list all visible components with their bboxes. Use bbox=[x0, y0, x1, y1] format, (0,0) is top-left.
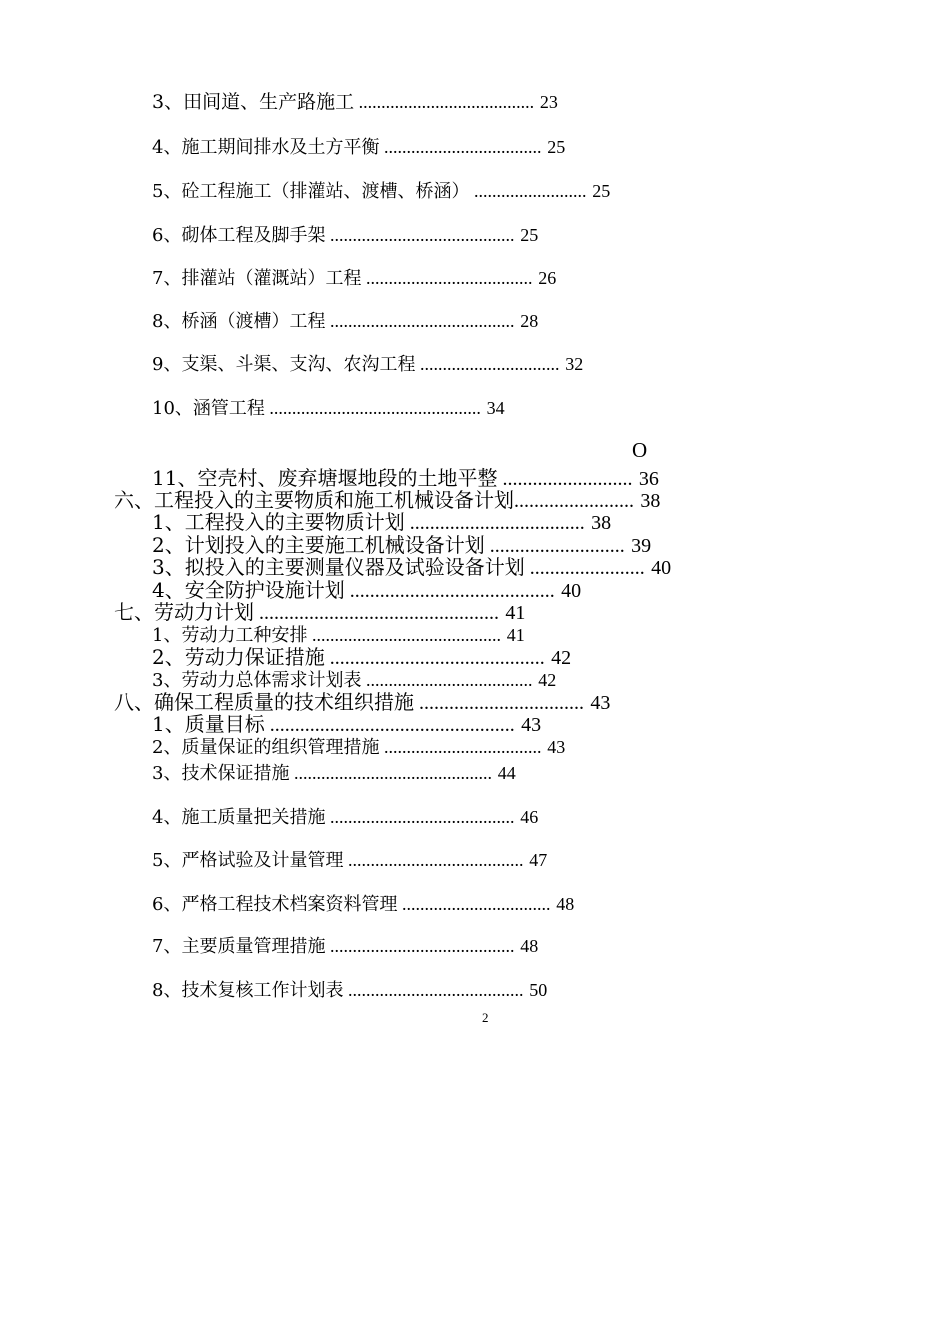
toc-entry: 3、拟投入的主要测量仪器及试验设备计划 ....................... 40 bbox=[152, 555, 672, 579]
toc-chapter: 六、工程投入的主要物质和施工机械设备计划........................ 38 bbox=[114, 488, 661, 512]
toc-entry: 2、质量保证的组织管理措施 ................................... 43 bbox=[152, 737, 566, 758]
toc-entry: 1、工程投入的主要物质计划 ................................... 38 bbox=[152, 510, 612, 534]
toc-entry: 8、桥涵（渡槽）工程 ......................................... 28 bbox=[152, 311, 539, 332]
toc-chapter: 八、确保工程质量的技术组织措施 ................................. 43 bbox=[114, 690, 611, 714]
toc-entry: 8、技术复核工作计划表 ....................................... 50 bbox=[152, 980, 548, 1001]
toc-entry: 1、质量目标 ................................................. 43 bbox=[152, 712, 542, 736]
toc-entry: 4、安全防护设施计划 ......................................... 40 bbox=[152, 578, 582, 602]
toc-entry: 3、田间道、生产路施工 ....................................... 23 bbox=[152, 91, 558, 113]
toc-entry: 4、施工质量把关措施 ......................................... 46 bbox=[152, 807, 539, 828]
toc-entry: 9、支渠、斗渠、支沟、农沟工程 ............................... 32 bbox=[152, 354, 584, 375]
toc-entry: 7、主要质量管理措施 ......................................... 48 bbox=[152, 936, 539, 957]
toc-chapter: 七、劳动力计划 ................................................ 41 bbox=[114, 600, 526, 624]
toc-entry: 2、计划投入的主要施工机械设备计划 ........................... 39 bbox=[152, 533, 652, 557]
stray-mark: O bbox=[632, 438, 648, 462]
toc-entry: 6、砌体工程及脚手架 ......................................... 25 bbox=[152, 225, 539, 246]
toc-entry: 3、技术保证措施 ............................................ 44 bbox=[152, 763, 516, 784]
toc-entry: 10、涵管工程 ............................................... 34 bbox=[152, 398, 505, 419]
toc-entry: 3、劳动力总体需求计划表 ..................................... 42 bbox=[152, 670, 557, 691]
toc-entry: 5、砼工程施工（排灌站、渡槽、桥涵） ......................... 25 bbox=[152, 181, 611, 202]
toc-entry: 5、严格试验及计量管理 ....................................... 47 bbox=[152, 850, 548, 871]
toc-entry: 1、劳动力工种安排 .......................................... 41 bbox=[152, 625, 525, 646]
toc-entry: 7、排灌站（灌溉站）工程 ..................................... 26 bbox=[152, 268, 557, 289]
page-number: 2 bbox=[482, 1010, 489, 1025]
toc-entry: 11、空壳村、废弃塘堰地段的土地平整 .......................... 36 bbox=[152, 466, 659, 490]
toc-entry: 2、劳动力保证措施 ........................................... 42 bbox=[152, 645, 572, 669]
toc-entry: 6、严格工程技术档案资料管理 ................................. 48 bbox=[152, 894, 575, 915]
toc-entry: 4、施工期间排水及土方平衡 ................................... 25 bbox=[152, 137, 566, 158]
